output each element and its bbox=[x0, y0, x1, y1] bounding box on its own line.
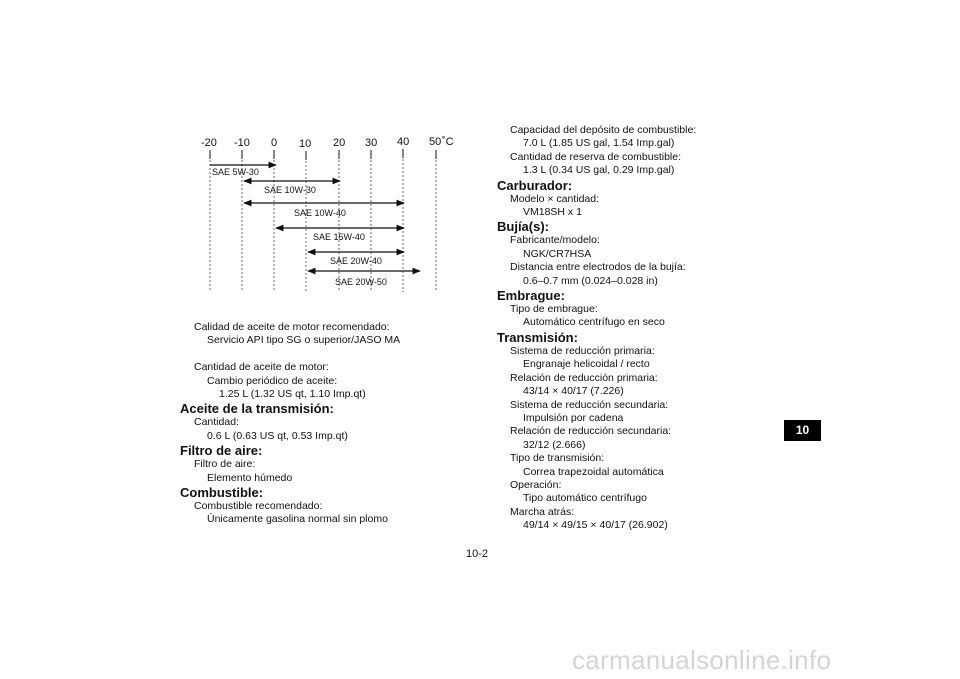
clutch-type-label: Tipo de embrague: bbox=[510, 303, 598, 316]
spark-plug-value: NGK/CR7HSA bbox=[523, 247, 592, 260]
transmission-oil-quantity-value: 0.6 L (0.63 US qt, 0.53 Imp.qt) bbox=[207, 429, 348, 442]
fuel-reserve-label: Cantidad de reserva de combustible: bbox=[510, 150, 682, 163]
oil-quality-label: Calidad de aceite de motor recomendado: bbox=[194, 321, 390, 333]
fuel-value: Únicamente gasolina normal sin plomo bbox=[207, 513, 388, 526]
clutch-type-value: Automático centrífugo en seco bbox=[523, 316, 665, 329]
transmission-oil-heading: Aceite de la transmisión: bbox=[180, 401, 334, 417]
temp-label: 0 bbox=[271, 137, 278, 149]
watermark: carmanualsonline.info bbox=[572, 645, 832, 675]
page-number: 10-2 bbox=[466, 548, 489, 560]
spark-plug-heading: Bujía(s): bbox=[497, 219, 549, 235]
air-filter-value: Elemento húmedo bbox=[207, 471, 293, 484]
transmission-type-value: Correa trapezoidal automática bbox=[523, 465, 664, 478]
plug-gap-value: 0.6–0.7 mm (0.024–0.028 in) bbox=[523, 274, 658, 287]
oil-quality-value: Servicio API tipo SG o superior/JASO MA bbox=[207, 334, 401, 347]
temp-label: 10 bbox=[299, 138, 312, 150]
transmission-heading: Transmisión: bbox=[497, 329, 578, 345]
primary-reduction-system-value: Engranaje helicoidal / recto bbox=[523, 358, 650, 371]
temp-unit: ˚C bbox=[442, 136, 454, 148]
secondary-reduction-system-value: Impulsión por cadena bbox=[523, 411, 624, 424]
left-column bbox=[181, 321, 400, 527]
temp-label: -10 bbox=[234, 137, 250, 149]
temp-label: 50 bbox=[429, 136, 442, 148]
spark-plug-label: Fabricante/modelo: bbox=[510, 234, 600, 247]
grade-label: SAE 10W-30 bbox=[264, 185, 316, 195]
primary-reduction-ratio-label: Relación de reducción primaria: bbox=[510, 371, 658, 384]
temp-label: 20 bbox=[333, 137, 346, 149]
air-filter-label: Filtro de aire: bbox=[194, 458, 256, 471]
fuel-reserve-value: 1.3 L (0.34 US gal, 0.29 Imp.gal) bbox=[523, 164, 675, 177]
grade-label: SAE 5W-30 bbox=[212, 167, 259, 177]
grade-label: SAE 20W-40 bbox=[330, 256, 382, 266]
chapter-tab: 10 bbox=[784, 420, 821, 441]
primary-reduction-ratio-value: 43/14 × 40/17 (7.226) bbox=[523, 385, 624, 398]
right-column bbox=[497, 124, 696, 533]
secondary-reduction-ratio-value: 32/12 (2.666) bbox=[523, 438, 586, 451]
fuel-heading: Combustible: bbox=[180, 485, 264, 501]
secondary-reduction-ratio-label: Relación de reducción secundaria: bbox=[510, 425, 672, 438]
tank-capacity-value: 7.0 L (1.85 US gal, 1.54 Imp.gal) bbox=[523, 137, 675, 150]
reverse-gear-value: 49/14 × 49/15 × 40/17 (26.902) bbox=[523, 519, 668, 532]
oil-change-value: 1.25 L (1.32 US qt, 1.10 Imp.qt) bbox=[219, 388, 366, 401]
grade-label: SAE 20W-50 bbox=[335, 277, 387, 287]
tank-capacity-label: Capacidad del depósito de combustible: bbox=[510, 124, 697, 136]
temp-label: 30 bbox=[365, 137, 378, 149]
carburetor-label: Modelo × cantidad: bbox=[510, 192, 600, 205]
reverse-gear-label: Marcha atrás: bbox=[510, 505, 575, 518]
operation-value: Tipo automático centrífugo bbox=[523, 492, 647, 505]
clutch-heading: Embrague: bbox=[497, 288, 565, 304]
secondary-reduction-system-label: Sistema de reducción secundaria: bbox=[510, 398, 669, 411]
primary-reduction-system-label: Sistema de reducción primaria: bbox=[510, 344, 655, 357]
transmission-type-label: Tipo de transmisión: bbox=[510, 452, 605, 465]
transmission-oil-quantity-label: Cantidad: bbox=[194, 416, 239, 429]
air-filter-heading: Filtro de aire: bbox=[180, 443, 263, 459]
temp-label: 40 bbox=[397, 136, 410, 148]
oil-quantity-label: Cantidad de aceite de motor: bbox=[194, 361, 329, 374]
carburetor-heading: Carburador: bbox=[497, 177, 573, 193]
grade-label: SAE 15W-40 bbox=[313, 232, 365, 242]
grade-label: SAE 10W-40 bbox=[294, 208, 346, 218]
temp-label: -20 bbox=[201, 137, 217, 149]
oil-change-label: Cambio periódico de aceite: bbox=[207, 374, 338, 387]
operation-label: Operación: bbox=[510, 478, 562, 491]
carburetor-value: VM18SH x 1 bbox=[523, 206, 582, 219]
fuel-label: Combustible recomendado: bbox=[194, 500, 323, 513]
plug-gap-label: Distancia entre electrodos de la bujía: bbox=[510, 261, 686, 274]
